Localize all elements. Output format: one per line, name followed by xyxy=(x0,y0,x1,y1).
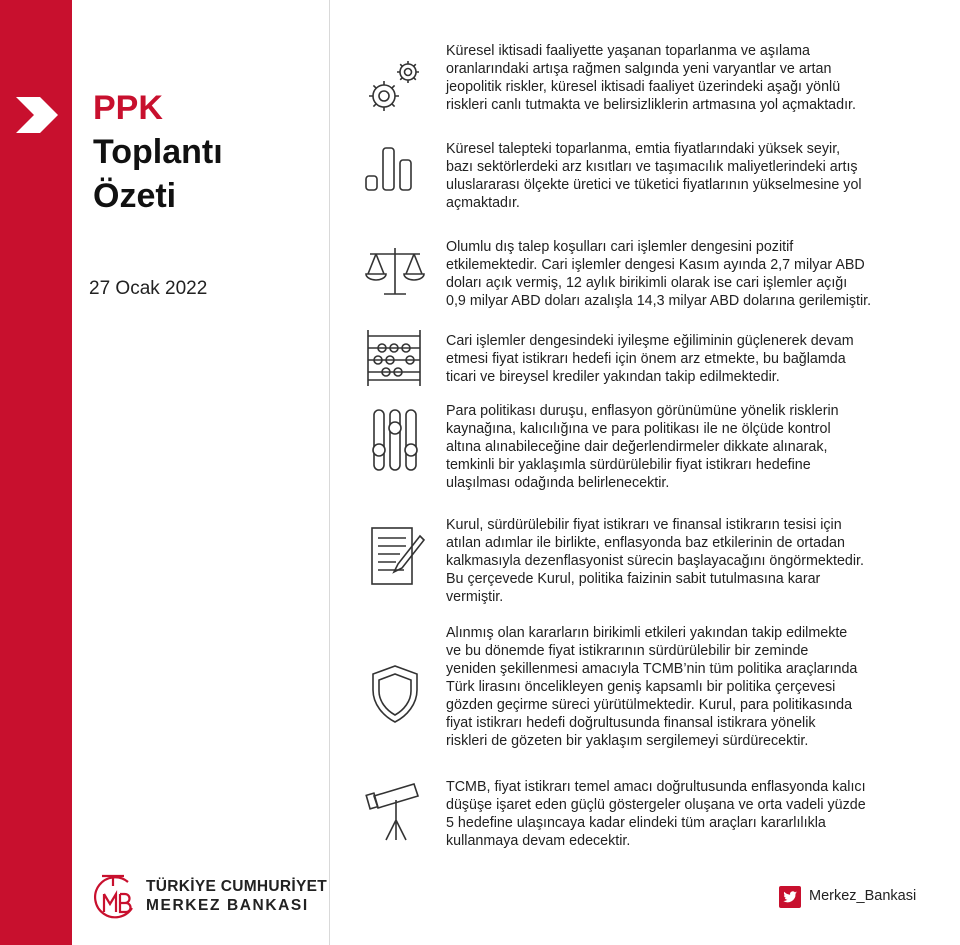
item-text: Küresel iktisadi faaliyette yaşanan toparlanma ve aşılama oranlarındaki artışa rağmen salgında yeni varyantlar ve artan jeopolitik riskler, küresel iktisadi faaliyet üzerindeki aşağı yönlü riskleri canlı tutmakta ve belirsizliklerin artmasına yol açmaktadır. xyxy=(446,43,856,113)
cbrt-logo xyxy=(88,872,328,922)
telescope-icon xyxy=(362,782,428,848)
item-text: Küresel talepteki toparlanma, emtia fiyatlarındaki yüksek seyir, bazı sektörlerdeki arz kısıtları ve taşımacılık maliyetlerindeki artış uluslararası ölçekte üretici ve tüketici fiyatlarının yükselmesine yol açmaktadır. xyxy=(446,141,862,211)
logo-text-line2: MERKEZ BANKASI xyxy=(146,897,309,914)
title-ozeti: Özeti xyxy=(93,177,177,215)
shield-icon xyxy=(362,662,428,728)
item-text: TCMB, fiyat istikrarı temel amacı doğrultusunda enflasyonda kalıcı düşüşe işaret eden güçlü göstergeler oluşana ve orta vadeli yüzde 5 hedefine ulaşıncaya kadar elindeki tüm araçları kararlılıkla kullanmaya devam edecektir. xyxy=(446,779,866,849)
red-side-bar xyxy=(0,0,72,945)
title-toplanti: Toplantı xyxy=(93,133,223,171)
twitter-handle-link[interactable] xyxy=(779,886,939,910)
item-text: Olumlu dış talep koşulları cari işlemler dengesini pozitif etkilemektedir. Cari işlemler dengesi Kasım ayında 2,7 milyar ABD doları açık vermiş, 12 aylık birikimli olarak ise cari işlemler açığı 0,9 milyar ABD doları azalışla 14,3 milyar ABD dolarına gerilemiştir. xyxy=(446,239,872,309)
item-text: Para politikası duruşu, enflasyon görünümüne yönelik risklerin kaynağına, kalıcılığına ve para politikası ile ne ölçüde kontrol altına alınabileceğine dair değerlendirmeler dikkate alınarak, temkinli bir yaklaşımla sürdürülebilir fiyat istikrarı hedefine ulaşılması odağında belirlenecektir. xyxy=(446,403,839,491)
sliders-icon xyxy=(362,408,428,474)
chevron-right-icon xyxy=(16,97,58,133)
item-text: Kurul, sürdürülebilir fiyat istikrarı ve finansal istikrarın tesisi için atılan adımlar ile birlikte, enflasyonda baz etkilerinin de ortadan kalkmasıyla dezenflasyonist sürecin başlayacağını öngörmektedir. Bu çerçevede Kurul, politika faizinin sabit tutulmasına karar vermiştir. xyxy=(446,517,865,605)
twitter-icon xyxy=(779,886,801,908)
abacus-icon xyxy=(362,326,428,392)
vertical-divider xyxy=(329,0,330,945)
scales-icon xyxy=(362,240,428,306)
twitter-handle: Merkez_Bankasi xyxy=(809,888,917,904)
page-title xyxy=(93,86,223,218)
item-text: Cari işlemler dengesindeki iyileşme eğiliminin güçlenerek devam etmesi fiyat istikrarı hedefi için önem arz etmekte, bu bağlamda ticari ve bireysel krediler yakından takip edilmektedir. xyxy=(446,333,854,385)
title-ppk: PPK xyxy=(93,89,163,127)
gears-icon xyxy=(362,52,428,118)
tcmb-emblem-icon xyxy=(88,872,138,922)
logo-text-line1: TÜRKİYE CUMHURİYET xyxy=(146,878,328,895)
bar-chart-icon xyxy=(362,140,428,206)
meeting-date: 27 Ocak 2022 xyxy=(89,278,208,299)
item-text: Alınmış olan kararların birikimli etkileri yakından takip edilmekte ve bu dönemde fiyat istikrarının sürdürülebilir bir zeminde yeniden şekillenmesi amacıyla TCMB’nin tüm politika araçlarında Türk lirasını öncelikleyen geniş kapsamlı bir politika çerçevesi gözden geçirme süreci yürütülmektedir. Kurul, para politikasında fiyat istikrarı hedefi doğrultusunda finansal istikrara yönelik riskleri de gözeten bir yaklaşım sergilemeyi sürdürecektir. xyxy=(446,625,858,749)
document-pen-icon xyxy=(362,524,428,590)
